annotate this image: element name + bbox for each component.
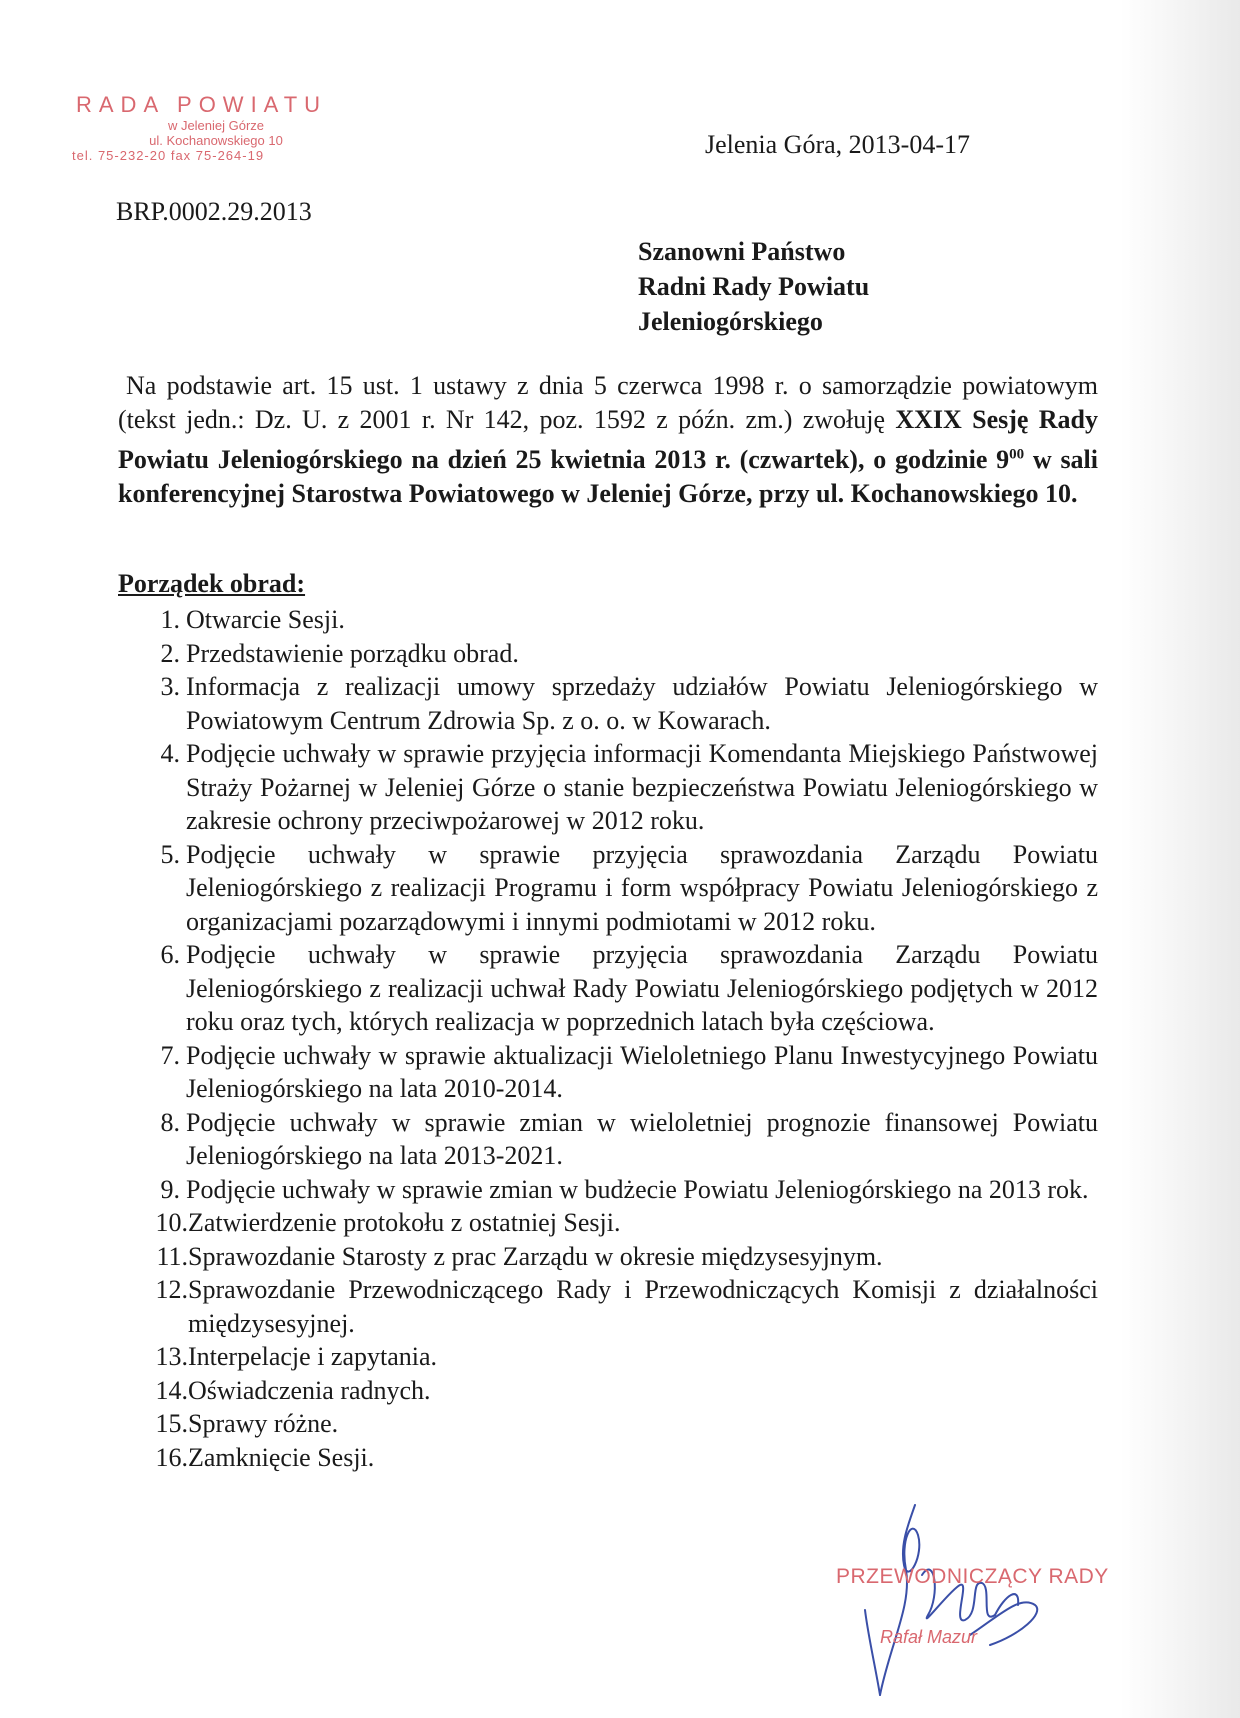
- stamp-title: RADA POWIATU: [76, 92, 328, 117]
- hour-superscript: 00: [1009, 446, 1025, 462]
- agenda-heading: Porządek obrad:: [118, 569, 306, 598]
- agenda-item-text: Informacja z realizacji umowy sprzedaży udziałów Powiatu Jeleniogórskiego w Powiatowym Centrum Zdrowia Sp. z o. o. w Kowarach.: [186, 672, 1098, 735]
- letter-date: Jelenia Góra, 2013-04-17: [705, 130, 970, 159]
- agenda-item-text: Podjęcie uchwały w sprawie aktualizacji Wieloletniego Planu Inwestycyjnego Powiatu Jeleniogórskiego na lata 2010-2014.: [186, 1040, 1098, 1103]
- agenda-item: [118, 938, 1098, 1039]
- agenda-item: [118, 637, 1098, 671]
- agenda-item: [118, 1106, 1098, 1173]
- agenda-item-number: 2.: [160, 638, 180, 668]
- agenda-item-number: 4.: [160, 739, 180, 768]
- agenda-item: [118, 1173, 1098, 1207]
- signature-block: [820, 1495, 1120, 1705]
- agenda-item-text: Oświadczenia radnych.: [188, 1375, 431, 1405]
- agenda-item-number: 10.: [155, 1208, 188, 1237]
- agenda-item: [118, 1206, 1098, 1240]
- agenda-item-text: Przedstawienie porządku obrad.: [186, 638, 519, 668]
- agenda-item: [118, 1374, 1098, 1408]
- agenda-item-text: Interpelacje i zapytania.: [188, 1342, 438, 1371]
- agenda-item-number: 3.: [160, 672, 180, 701]
- agenda-item-text: Podjęcie uchwały w sprawie przyjęcia sprawozdania Zarządu Powiatu Jeleniogórskiego z realizacji Programu i form współpracy Powiatu Jeleniogórskiego z organizacjami pozarządowymi i innymi podmiotami w 2012 roku.: [186, 839, 1098, 936]
- agenda-item-text: Podjęcie uchwały w sprawie zmian w budżecie Powiatu Jeleniogórskiego na 2013 rok.: [186, 1174, 1089, 1204]
- signature-icon: [820, 1495, 1120, 1705]
- agenda-item-number: 8.: [160, 1107, 180, 1137]
- intro-text: Na podstawie art. 15 ust. 1 ustawy z dnia 5 czerwca 1998 r. o samorządzie powiatowym (tekst jedn.: Dz. U. z 2001 r. Nr 142, poz. 1592 z późn. zm.) zwołuję: [118, 371, 1098, 434]
- chairman-stamp-title: PRZEWODNICZĄCY RADY: [836, 1565, 1109, 1588]
- agenda-item-text: Podjęcie uchwały w sprawie zmian w wieloletniej prognozie finansowej Powiatu Jeleniogórskiego na lata 2013-2021.: [186, 1107, 1098, 1170]
- reference-number: BRP.0002.29.2013: [116, 197, 312, 226]
- agenda-item-number: 11.: [156, 1241, 188, 1271]
- session-announcement: XXIX Sesję Rady Powiatu Jeleniogórskiego na dzień 25 kwietnia 2013 r. (czwartek), o godzinie $9^{00}$ w sali konferencyjnej Starostwa Powiatowego w Jeleniej Górze, przy ul. Kochanowskiego 10.: [118, 405, 1099, 508]
- agenda-item-number: 1.: [160, 605, 180, 634]
- agenda-item-text: Podjęcie uchwały w sprawie przyjęcia informacji Komendanta Miejskiego Państwowej Straży Pożarnej w Jeleniej Górze o stanie bezpieczeństwa Powiatu Jeleniogórskiego w zakresie ochrony przeciwpożarowej w 2012 roku.: [186, 739, 1098, 835]
- agenda-item: [118, 1407, 1098, 1441]
- agenda-item-text: Sprawozdanie Starosty z prac Zarządu w okresie międzysesyjnym.: [188, 1241, 883, 1271]
- intro-paragraph: [118, 369, 1098, 511]
- addressee-line: Szanowni Państwo: [638, 237, 846, 266]
- agenda-item-number: 15.: [155, 1409, 188, 1438]
- agenda-item-text: Podjęcie uchwały w sprawie przyjęcia sprawozdania Zarządu Powiatu Jeleniogórskiego z realizacji uchwał Rady Powiatu Jeleniogórskiego podjętych w 2012 roku oraz tych, których realizacja w poprzednich latach była częściowa.: [186, 940, 1098, 1036]
- stamp-phone: tel. 75-232-20 fax 75-264-19: [72, 148, 265, 163]
- agenda-list: [118, 603, 1098, 1474]
- agenda-item: [118, 838, 1098, 939]
- chairman-stamp-name: Rafał Mazur: [880, 1627, 978, 1647]
- stamp-address: ul. Kochanowskiego 10: [149, 133, 283, 148]
- agenda-item-text: Sprawozdanie Przewodniczącego Rady i Przewodniczących Komisji z działalności międzysesyjnej.: [188, 1275, 1098, 1338]
- council-stamp: [66, 92, 366, 163]
- agenda-item-number: 13.: [155, 1342, 188, 1371]
- agenda-item: [118, 737, 1098, 838]
- agenda-item: [118, 670, 1098, 737]
- stamp-city: w Jeleniej Górze: [167, 118, 265, 133]
- agenda-item-number: 16.: [155, 1442, 188, 1472]
- agenda-item-number: 5.: [160, 839, 180, 869]
- agenda-item-number: 7.: [160, 1040, 180, 1070]
- agenda-item-text: Zamknięcie Sesji.: [188, 1442, 375, 1472]
- addressee-line: Radni Rady Powiatu: [638, 272, 870, 301]
- agenda-item-text: Zatwierdzenie protokołu z ostatniej Sesji.: [188, 1208, 621, 1237]
- agenda-item: [118, 1340, 1098, 1374]
- agenda-item: [118, 603, 1098, 637]
- agenda-item: [118, 1039, 1098, 1106]
- agenda-item: [118, 1273, 1098, 1340]
- addressee-block: [638, 234, 869, 339]
- agenda-item-text: Sprawy różne.: [188, 1409, 339, 1438]
- agenda-item: [118, 1441, 1098, 1475]
- scan-edge-shadow: [1120, 0, 1240, 1718]
- addressee-line: Jeleniogórskiego: [638, 307, 823, 336]
- agenda-item: [118, 1240, 1098, 1274]
- agenda-item-number: 6.: [160, 940, 180, 969]
- agenda-item-text: Otwarcie Sesji.: [186, 605, 345, 634]
- agenda-item-number: 9.: [160, 1174, 180, 1204]
- agenda-item-number: 12.: [155, 1275, 188, 1304]
- agenda-item-number: 14.: [155, 1375, 188, 1405]
